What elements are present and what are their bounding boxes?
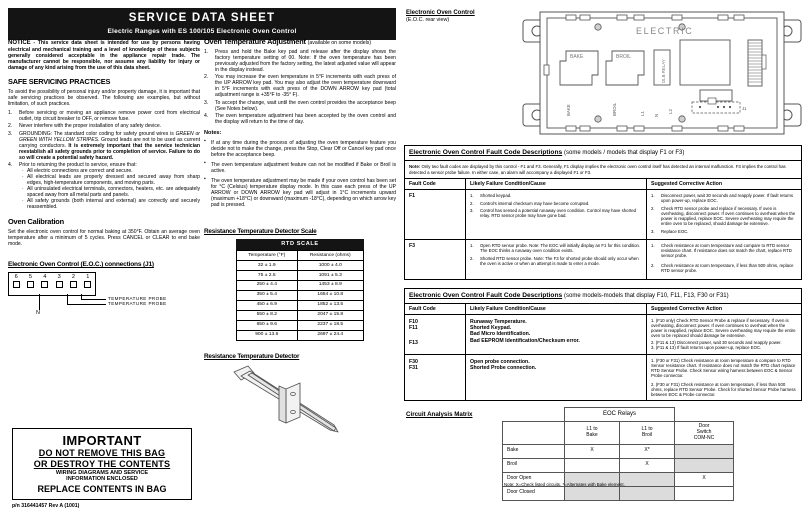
column-header-l1-broil [620,421,675,444]
oven-calibration-text: Set the electronic oven control for normal baking at 350°F. Obtain an average oven temperature after a minimum of 5 cycles. Press CANCEL or CLEAR to end bake mode. [8,229,200,248]
sub-item: · All electrical leads are properly dressed and secured away from sharp edges, high-temperature components, and moving parts. [22,174,200,186]
cell-resistance: 2697 ± 24.4 [297,330,364,340]
cell-temperature: 900 ± 13.6 [237,330,298,340]
item-text: Control's internal checksum may have become corrupted. [480,200,590,206]
spacer [409,331,461,340]
page-subtitle: Electric Ranges with ES 100/105 Electronic Oven Control [107,27,297,35]
column-header: Resistance (ohms) [297,250,364,260]
sub-list [19,168,200,210]
part-number: p/n 316441457 Rev A (1001) [12,503,80,510]
notes-heading: Notes: [204,130,222,137]
important-bag-notice [12,428,192,509]
table-row [237,280,364,290]
cell-resistance: 2047 ± 15.8 [297,310,364,320]
middle-column [204,38,396,442]
list-item [8,162,200,210]
list-item: ▪ If at any time during the process of adjusting the oven temperature feature you decide not to make the change, press the Stop, Clear Off or Cancel key pad once before the acceptance beep. [204,140,396,158]
row-label: Door Closed [503,486,565,500]
fault-code-value: F10 [409,319,418,326]
col-line: COM-NC [693,434,715,441]
item-text: Check resistance at room temperature, if less than 500 ohms, replace RTD sensor probe. [661,263,794,274]
table-row [405,315,802,354]
item-number: 4. [8,162,13,169]
l2-terminal-label: L2 [668,109,673,114]
j1-pin-square [13,281,20,288]
oven-temp-steps-list [204,49,396,126]
col-line: Door [698,422,710,429]
list-item [470,243,642,253]
row-label: Door Open [503,472,565,486]
l1-terminal-label: L1 [640,111,645,116]
list-item [470,208,642,218]
notice-text: - This service data sheet is intended for use by persons having electrical and mechanical training and a level of knowledge of these subjects generally considered acceptable in the appliance repair trade. The manufacturer cannot be responsible, nor assume any liability for injury or damage of any kind arising from the use of this data sheet. [8,40,200,72]
oven-temp-adjustment-note: (available on some models) [307,40,372,46]
eoc-board-section [404,6,802,143]
list-item [470,193,642,198]
fault-actions-group1 [647,315,802,354]
cause-list [470,193,642,218]
matrix-corner-blank-right [675,407,734,421]
column-header-action: Suggested Corrective Action [647,304,802,315]
column-header-door-switch [675,421,734,444]
item-text: Disconnect power, wait 30 seconds and reapply power. If fault returns upon power-up, replace EOC. [661,193,794,204]
item-text: Press and hold the Bake key pad and release after the display shows the factory temperature setting of 00. Note: If the oven temperature has been previously adjusted from the factory setting, the latest adjusted value will appear in the display instead. [215,48,396,73]
rtd-probe-illustration [226,362,376,442]
item-number: 1. [651,193,655,199]
item-number: 2. [470,255,474,261]
item-number: 4. [204,113,209,120]
fault-table-1-note-cell [405,161,802,179]
page-title: SERVICE DATA SHEET [128,12,276,24]
matrix-cell-shaded [675,458,734,472]
lead-line-probe1-h [81,299,106,300]
fault-codes-group1 [405,315,466,354]
page-header-banner [8,8,396,40]
fault-table-2-title: Electronic Oven Control Fault Code Descriptions [409,291,563,299]
action-text: 2. (F11 & 13) Disconnect power, wait 30 seconds and reapply power. [651,340,782,346]
fault-causes-cell [466,240,647,280]
col-line: L1 to [641,425,653,432]
item-number: 2. [470,200,474,206]
matrix-group-header: EOC Relays [565,407,675,421]
item-text: Check resistance at room temperature and compare to RTD sensor resistance chart. If resistance does not match the chart, replace RTD sensor probe. [661,243,792,259]
table-row [237,260,364,270]
fault-code-value: F1 [405,190,466,240]
list-item [651,263,797,273]
matrix-cell-shaded [675,444,734,458]
item-number: 3. [470,208,474,214]
list-item [651,206,797,226]
fault-table-2-title-note: (some models-models that display F10, F11, F13, F30 or F31) [564,292,729,299]
cause-text: Bad Micro Identification. [470,331,531,338]
board-screw-top-left [595,24,601,30]
cell-resistance: 1000 ± 4.0 [297,260,364,270]
circuit-matrix-note: Note: X=Check listed circuits. *=Alternates with Bake element. [504,481,625,487]
fault-codes-group2 [405,354,466,400]
rtd-scale-caption: RTD SCALE [236,239,364,250]
fault-table-1-title-note: (some models / models that display F1 or F3) [564,150,685,156]
item-number: 2. [651,205,655,211]
column-header-cause: Likely Failure Condition/Cause [466,179,647,190]
table-title-row [405,146,802,161]
matrix-cell: X [675,472,734,486]
eoc-board-diagram [522,10,802,140]
cause-list [470,243,642,266]
j1-pin-number: 4 [43,273,47,280]
matrix-cell-shaded [565,486,620,500]
cell-temperature: 250 ± 4.4 [237,280,298,290]
important-line-5: INFORMATION ENCLOSED [66,476,138,483]
cell-temperature: 75 ± 2.5 [237,270,298,280]
cause-text: Runaway Temperature. [470,319,527,326]
cell-resistance: 1091 ± 5.3 [297,270,364,280]
neutral-terminal-label: N [654,113,659,117]
item-text: Control has sensed a potential runaway oven condition. Control may have shorted relay. RTD sensor probe may have gone bad. [480,208,636,219]
item-text: The oven temperature adjustment has been accepted by the oven control and the display will return to the time of day. [215,113,396,126]
fault-code-table-f10-f31 [404,288,802,401]
j1-pin-square [41,281,48,288]
important-line-6: REPLACE CONTENTS IN BAG [37,483,167,494]
eoc-board-title: Electronic Oven Control [406,10,475,16]
col-line: Broil [641,431,652,438]
col-line: L1 to [586,425,598,432]
lead-line-probe2-h [67,304,106,305]
action-list [651,243,797,273]
important-title: IMPORTANT [62,433,142,448]
fault-table-1-note-label: Note: [409,164,421,170]
list-item [8,123,200,129]
row-label: Bake [503,444,565,458]
list-item [204,113,396,125]
item-number: 2. [204,74,209,81]
safe-practices-list [8,110,200,211]
table-row [237,300,364,310]
j1-pin-squares [9,281,95,288]
j1-pin-square [56,281,63,288]
probe-bracket-side [279,386,286,423]
matrix-cell [675,486,734,500]
matrix-group-header-row [503,407,734,421]
cell-resistance: 1852 ± 13.5 [297,300,364,310]
probe-bracket-face [286,383,300,423]
list-item: ▪ The oven temperature adjustment feature can not be modified if Bake or Broil is active. [204,162,396,174]
sub-item: · All electric connections are correct and secure. [22,168,200,174]
fault-code-value: F11 [409,325,418,332]
column-header-l1-bake [565,421,620,444]
lead-line-n [39,294,40,310]
transformer-block [680,40,730,85]
fault-code-value: F30 [409,358,418,365]
important-line-3: OR DESTROY THE CONTENTS [33,458,171,469]
col-line: Switch [696,428,712,435]
rtd-scale-table [236,239,364,340]
important-box [12,428,192,500]
item-text: GROUNDING: The standard color coding for safety ground wires is GREEN or GREEN WITH YELLOW STRIPES. Ground leads are not to be used as current carrying conductors. It is extremely important that the service technician reestablish all safety grounds prior to completion of service. Failure to do so will create a potential safety hazard. [19,130,201,161]
notice-label: NOTICE [8,40,31,46]
table-row [503,486,734,500]
cell-resistance: 2237 ± 18.5 [297,320,364,330]
fault-actions-cell [647,240,802,280]
item-number: 3. [651,228,655,234]
item-text: Replace EOC. [661,228,689,234]
table-row [405,240,802,280]
j1-pin-number: 1 [86,273,90,280]
column-header-cause: Likely Failure Condition/Cause [466,304,647,315]
list-item [204,74,396,98]
item-number: 1. [204,48,209,55]
cell-resistance: 1654 ± 10.8 [297,290,364,300]
j1-pin-number: 5 [28,273,33,280]
eoc-connections-heading: Electronic Oven Control (E.O.C.) connections (J1) [8,261,154,269]
table-header-row [405,304,802,315]
oven-temp-adjustment-heading [204,38,396,47]
matrix-cell [565,458,620,472]
column-header-fault-code: Fault Code [405,304,466,315]
cause-text: Bad EEPROM Identification/Checksum error. [470,337,580,344]
sub-item: · All safety grounds (both internal and external) are correctly and securely reassembled. [22,198,200,210]
item-text: Open RTD sensor probe. Note: The EOC will initially display an F1 for this condition. The EOC thinks a runaway oven condition exists. [480,243,641,254]
cause-text: Shorted Keypad. [470,325,512,332]
cell-resistance: 1453 ± 8.9 [297,280,364,290]
item-text: Shorted keypad. [480,193,512,199]
fault-code-value: F31 [409,364,418,371]
j1-pin-square [70,281,77,288]
neutral-label: N [36,309,41,316]
lead-line-probe2-v [67,294,68,304]
cell-temperature: 32 ± 1.9 [237,260,298,270]
eoc-board-caption [406,10,501,23]
important-line-4: WIRING DIAGRAMS AND SERVICE [55,469,149,476]
list-item [8,131,200,161]
matrix-corner-blank [503,407,565,421]
item-text: You may increase the oven temperature in 5°F increments with each press of the UP ARROW key pad. You may also adjust the oven temperature downward in 5°F increments with each press of the DOWN ARROW key pad (total adjustment range is +35°F to -35° F). [215,74,396,99]
table-row [237,270,364,280]
list-item [204,100,396,112]
item-number: 1. [470,193,474,199]
table-row [503,444,734,458]
bake-terminal-label: BAKE [566,104,571,116]
right-column [404,6,802,496]
table-header-row [405,179,802,190]
j1-connector-body [8,272,96,296]
j1-pin-numbers [9,273,95,281]
matrix-cell: X [565,444,620,458]
fault-table-2-title-cell [405,288,802,303]
j1-pin-square [84,281,91,288]
j1-connector-label: J1 [742,106,747,111]
cause-text: Shorted Probe connection. [470,364,537,371]
cell-temperature: 550 ± 8.2 [237,310,298,320]
list-item: ▪ The oven temperature adjustment may be made if your oven control has been set for °C (Celsius) temperature display mode. In this case each press of the UP ARROW or DOWN ARROW key pad will adjust in 1°C increments upward (maximum +18°C) or downward (maximum -18°C), depending on which arrow key pad is pressed. [204,178,396,208]
eoc-board-subtitle: (E.O.C. rear view) [406,17,450,24]
j1-pin-number: 6 [14,273,18,280]
column-header: Temperature (°F) [237,250,298,260]
oven-calibration-heading: Oven Calibration [8,217,64,227]
matrix-cell-shaded [620,486,675,500]
oven-temp-adjustment-title: Oven Temperature Adjustment [204,37,306,46]
cause-text: Open probe connection. [470,358,530,365]
board-brand-text: ELECTRIC [636,26,694,36]
bake-relay-label: BAKE [570,54,584,60]
table-row [237,320,364,330]
safe-practices-intro: To avoid the possibility of personal injury and/or property damage, it is important that safe servicing practices be observed. The following are examples, but without limitation, of such practices. [8,88,200,107]
fault-table-1-note-text: Only two fault codes are displayed by this control - F1 and F3. Generally, F1 display implies the electronic oven control itself has detected an internal malfunction. F3 implies the control has detected a sensor probe failure. In either case, an alarm will accompany a displayed F1 or F3. [409,164,786,175]
fault-table-1-title-cell [405,146,802,161]
circuit-matrix-heading: Circuit Analysis Matrix [406,410,473,418]
cell-temperature: 350 ± 5.4 [237,290,298,300]
item-number: 3. [204,99,209,106]
table-row [405,190,802,240]
action-text: 2. (F30 or F31) Check resistance at room temperature, if less than 500 ohms, replace RTD Sensor Probe. Check for shorted Sensor Probe harness between EOC & Probe connector. [651,381,796,397]
table-row [237,310,364,320]
table-row [237,330,364,340]
list-item [204,49,396,73]
item-text: Before servicing or moving an appliance remove power cord from electrical outlet, trip circuit breaker to OFF, or remove fuse. [19,109,200,122]
fault-causes-group2 [466,354,647,400]
grounding-warning: It is extremely important that the service technician reestablish all safety grounds prior to completion of service. Failure to do so will create a potential safety hazard. [19,142,201,161]
fault-code-table-f1-f3 [404,145,802,280]
circuit-analysis-section [404,407,802,496]
important-line-2: DO NOT REMOVE THIS BAG [38,448,166,459]
list-item [651,193,797,203]
j1-pin-number: 3 [57,273,61,280]
matrix-cell-shaded [620,472,675,486]
item-number: 3. [8,130,13,137]
item-number: 1. [651,243,655,249]
action-text: 1. (F30 or F31) Check resistance at room temperature & compare to RTD Sensor resistance chart. If resistance does not match the RTD chart replace RTD Sensor Probe. Check Sensor wiring harness between EOC & Sensor Probe connector. [651,357,796,378]
item-text: Shorted RTD sensor probe. Note: The F3 for shorted probe should only occur when the oven is active or when an attempt is made to enter a mode. [480,255,639,266]
table-row [237,290,364,300]
rtd-scale-heading: Resistance Temperature Detector Scale [204,227,317,235]
fault-code-value: F3 [405,240,466,280]
column-header-fault-code: Fault Code [405,179,466,190]
dlb-relay-label: DLB RELAY [661,59,666,83]
board-screw-bottom-right [679,116,685,122]
table-note-row [405,161,802,179]
j1-key-tab [708,98,716,104]
item-number: 1. [470,243,474,249]
fault-table-1-title: Electronic Oven Control Fault Code Descriptions [409,149,563,156]
j1-pin-square [27,281,34,288]
fault-code-value: F13 [409,340,418,347]
col-line: Bake [586,431,598,438]
list-item [651,229,797,234]
item-text: Check RTD sensor probe and replace if necessary. If oven is overheating, disconnect power. If oven continues to overheat when the power is reapplied, replace EOC. Severe overheating may require the entire oven to be replaced, should damage be extensive. [661,205,796,227]
list-item [470,256,642,266]
fault-causes-group1 [466,315,647,354]
cell-temperature: 650 ± 9.6 [237,320,298,330]
broil-terminal-label: BROIL [612,102,617,116]
j1-pin-number: 2 [71,273,76,280]
oven-temp-notes-list [204,140,396,208]
table-row [503,458,734,472]
fault-actions-group2 [647,354,802,400]
fault-causes-cell [466,190,647,240]
broil-relay-label: BROIL [616,54,632,60]
table-header-row [237,250,364,260]
list-item [8,110,200,122]
column-header-action: Suggested Corrective Action [647,179,802,190]
list-item [651,243,797,258]
grounding-colors: GREEN or GREEN WITH YELLOW STRIPES [19,130,200,143]
safe-practices-heading: SAFE SERVICING PRACTICES [8,77,111,87]
matrix-header-blank [503,421,565,444]
probe-label-2: TEMPERATURE PROBE [108,301,167,307]
action-list [651,193,797,233]
item-number: 2. [651,263,655,269]
notice-paragraph [8,40,200,71]
table-title-row [405,288,802,303]
list-item [470,201,642,206]
action-text: 3. (F11 & 13) If fault returns upon power-up, replace EOC. [651,345,762,351]
probe-label-1: TEMPERATURE PROBE [108,295,167,301]
connector-comb-nub [762,55,766,69]
left-column [8,40,200,320]
item-number: 1. [8,109,13,116]
sub-item: · All uninsulated electrical terminals, connectors, heaters, etc. are adequately spaced away from all metal parts and panels. [22,186,200,198]
j1-connector-diagram [8,272,200,320]
item-text: Never interfere with the proper installation of any safety device. [19,123,162,130]
fault-actions-cell [647,190,802,240]
item-text: Prior to returning the product to service, ensure that: [19,162,137,169]
matrix-cell: X* [620,444,675,458]
cell-temperature: 450 ± 6.9 [237,300,298,310]
action-text: 1. (F10 only) Check RTD Sensor Probe & replace if necessary. If oven is overheating, disconnect power. If oven continues to overheat when the power is reapplied, replace EOC. Severe overheating may require the entire oven to be replaced should damage be extensive. [651,318,796,339]
row-label: Broil [503,458,565,472]
rtd-detector-heading: Resistance Temperature Detector [204,352,300,360]
item-text: To accept the change, wait until the oven control provides the acceptance beep (See Notes below). [215,99,396,112]
table-row [405,354,802,400]
board-screw-bottom-left [595,116,601,122]
matrix-header-row [503,421,734,444]
matrix-cell: X [620,458,675,472]
item-number: 2. [8,123,13,130]
